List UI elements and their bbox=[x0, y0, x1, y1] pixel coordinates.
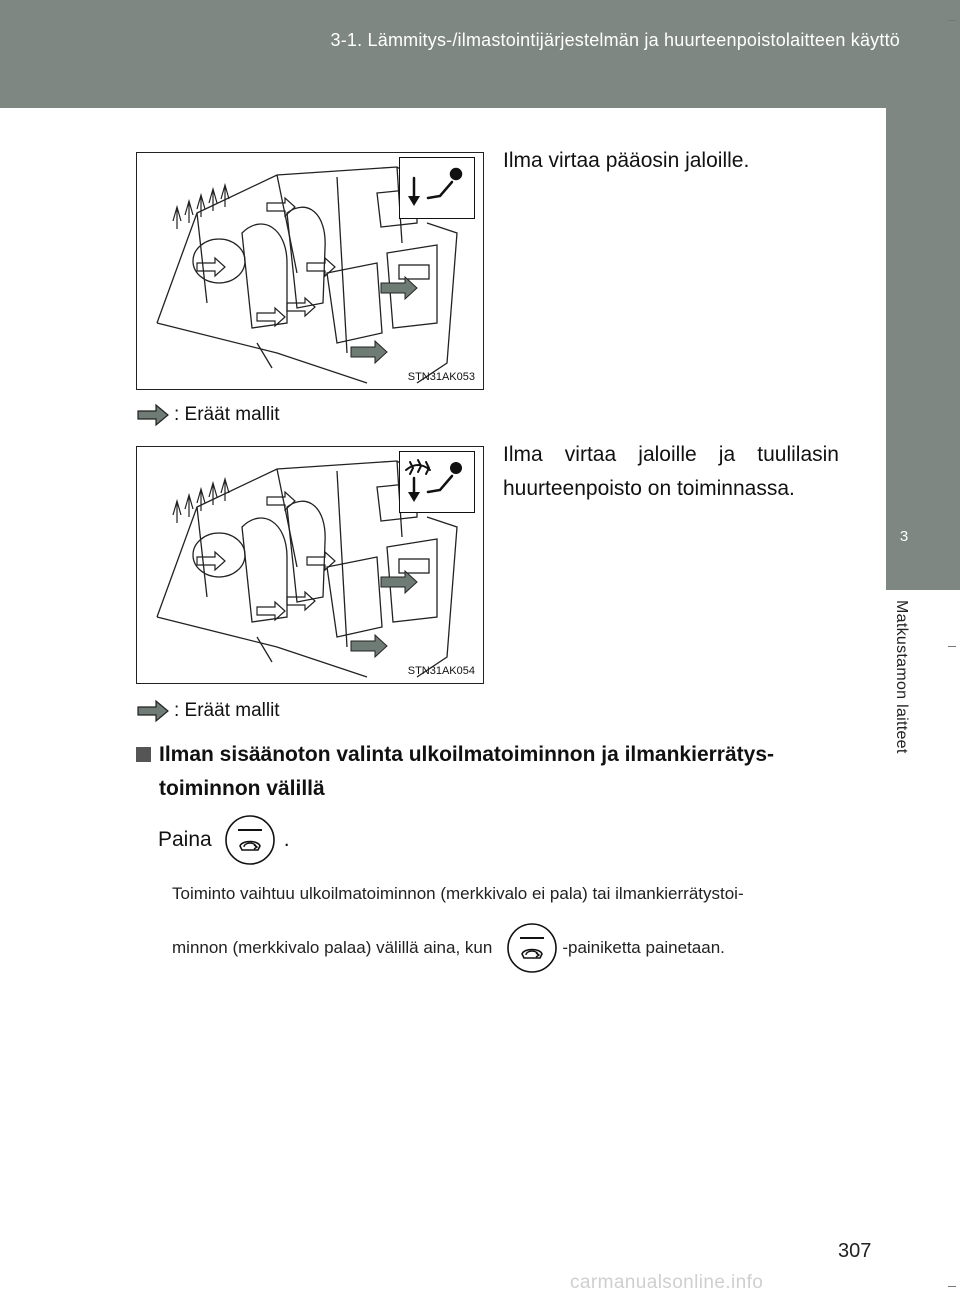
airflow-arrow-icon bbox=[136, 700, 170, 722]
feet-airflow-icon bbox=[399, 157, 475, 219]
chapter-label: Matkustamon laitteet bbox=[893, 600, 910, 754]
margin-tick bbox=[948, 1286, 956, 1287]
watermark: carmanualsonline.info bbox=[570, 1272, 764, 1293]
body-text-line1: Toiminto vaihtuu ulkoilmatoiminnon (merkkivalo ei pala) tai ilmankierrätystoi- bbox=[172, 884, 744, 903]
page-number: 307 bbox=[838, 1240, 872, 1262]
square-bullet-icon bbox=[136, 747, 151, 762]
feet-defrost-airflow-icon bbox=[399, 451, 475, 513]
chapter-number: 3 bbox=[899, 528, 909, 545]
body-text-line2-suffix: -painiketta painetaan. bbox=[562, 938, 725, 957]
airflow-description: Ilma virtaa pääosin jaloille. bbox=[503, 149, 750, 172]
airflow-arrow-icon bbox=[136, 404, 170, 426]
press-prefix: Paina bbox=[158, 828, 212, 851]
model-note-text: : Eräät mallit bbox=[174, 700, 280, 721]
heading-text: Ilman sisäänoton valinta ulkoilmatoiminnon ja ilmankierrätys-toiminnon välillä bbox=[159, 743, 774, 800]
model-note bbox=[136, 700, 280, 722]
model-note bbox=[136, 404, 280, 426]
body-line bbox=[172, 922, 725, 974]
section-title: 3-1. Lämmitys-/ilmastointijärjestelmän ja huurteenpoistolaitteen käyttö bbox=[330, 30, 900, 50]
press-instruction bbox=[158, 814, 290, 866]
airflow-figure-feet bbox=[136, 152, 484, 390]
recirculation-button-icon[interactable] bbox=[224, 814, 276, 866]
airflow-figure-feet-defrost bbox=[136, 446, 484, 684]
figure-code: STN31AK054 bbox=[407, 665, 475, 677]
model-note-text: : Eräät mallit bbox=[174, 404, 280, 425]
body-text-line2-prefix: minnon (merkkivalo palaa) välillä aina, kun bbox=[172, 938, 493, 957]
margin-tick bbox=[948, 20, 956, 21]
chapter-tab bbox=[886, 108, 960, 590]
header-bar bbox=[0, 0, 960, 108]
section-heading bbox=[136, 738, 840, 806]
recirculation-button-icon[interactable] bbox=[506, 922, 558, 974]
margin-tick bbox=[948, 646, 956, 647]
body-line bbox=[172, 884, 744, 904]
press-suffix: . bbox=[283, 828, 290, 851]
airflow-description: Ilma virtaa jaloille ja tuulilasin huurteenpoisto on toiminnassa. bbox=[503, 443, 839, 500]
figure-code: STN31AK053 bbox=[407, 371, 475, 383]
